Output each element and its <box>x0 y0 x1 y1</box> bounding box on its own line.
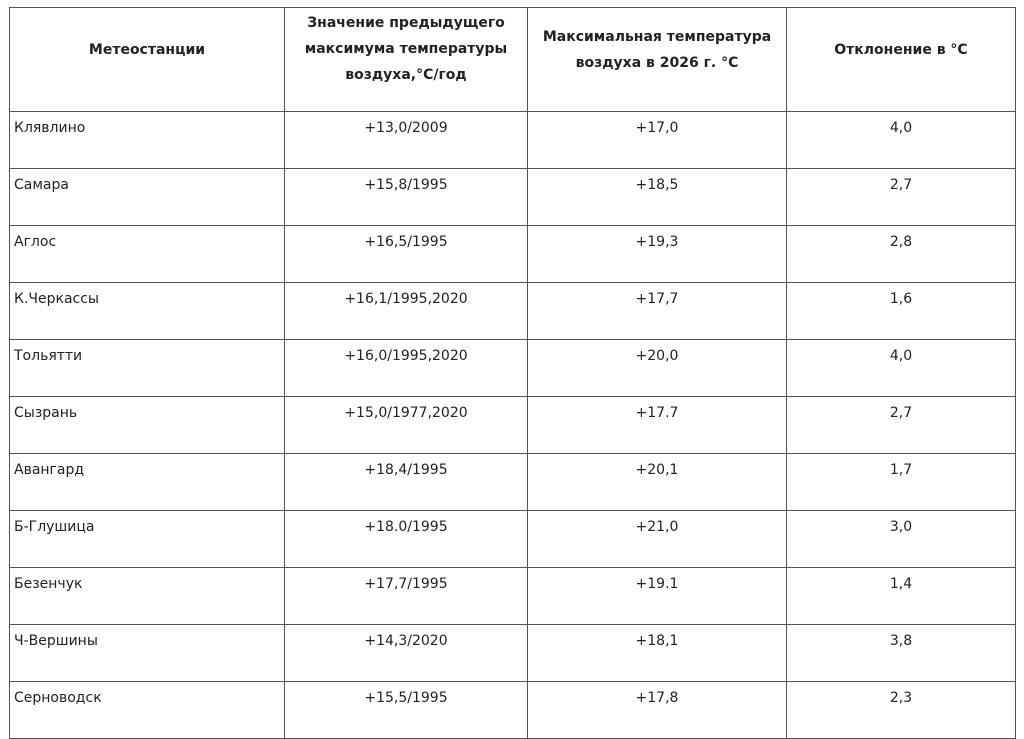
temperature-records-table <box>9 7 1016 739</box>
previous-max-value: +16,0/1995,2020 <box>285 340 528 397</box>
previous-max-value: +16,1/1995,2020 <box>285 283 528 340</box>
station-name: Авангард <box>10 454 285 511</box>
max-2026-value: +20,0 <box>528 340 787 397</box>
station-name: Ч-Вершины <box>10 625 285 682</box>
table-header-row <box>10 8 1016 112</box>
station-name: Клявлино <box>10 112 285 169</box>
header-max-2026: Максимальная температура воздуха в 2026 г. °С <box>528 8 787 112</box>
previous-max-value: +18.0/1995 <box>285 511 528 568</box>
table-row <box>10 112 1016 169</box>
table-row <box>10 682 1016 739</box>
previous-max-value: +16,5/1995 <box>285 226 528 283</box>
deviation-value: 3,0 <box>787 511 1016 568</box>
station-name: К.Черкассы <box>10 283 285 340</box>
station-name: Серноводск <box>10 682 285 739</box>
header-deviation: Отклонение в °С <box>787 8 1016 112</box>
table-row <box>10 511 1016 568</box>
deviation-value: 2,3 <box>787 682 1016 739</box>
deviation-value: 1,6 <box>787 283 1016 340</box>
max-2026-value: +18,5 <box>528 169 787 226</box>
table-row <box>10 283 1016 340</box>
previous-max-value: +14,3/2020 <box>285 625 528 682</box>
table-row <box>10 454 1016 511</box>
station-name: Безенчук <box>10 568 285 625</box>
previous-max-value: +18,4/1995 <box>285 454 528 511</box>
table-row <box>10 169 1016 226</box>
previous-max-value: +15,5/1995 <box>285 682 528 739</box>
header-stations: Метеостанции <box>10 8 285 112</box>
max-2026-value: +17,7 <box>528 283 787 340</box>
max-2026-value: +21,0 <box>528 511 787 568</box>
deviation-value: 2,8 <box>787 226 1016 283</box>
table-row <box>10 340 1016 397</box>
deviation-value: 3,8 <box>787 625 1016 682</box>
max-2026-value: +18,1 <box>528 625 787 682</box>
previous-max-value: +15,0/1977,2020 <box>285 397 528 454</box>
station-name: Тольятти <box>10 340 285 397</box>
deviation-value: 1,7 <box>787 454 1016 511</box>
max-2026-value: +17.7 <box>528 397 787 454</box>
station-name: Сызрань <box>10 397 285 454</box>
deviation-value: 4,0 <box>787 340 1016 397</box>
table-body <box>10 112 1016 739</box>
deviation-value: 2,7 <box>787 169 1016 226</box>
table-row <box>10 397 1016 454</box>
deviation-value: 4,0 <box>787 112 1016 169</box>
deviation-value: 1,4 <box>787 568 1016 625</box>
station-name: Аглос <box>10 226 285 283</box>
temperature-table-container <box>9 7 1015 739</box>
max-2026-value: +19,3 <box>528 226 787 283</box>
previous-max-value: +17,7/1995 <box>285 568 528 625</box>
table-row <box>10 568 1016 625</box>
station-name: Самара <box>10 169 285 226</box>
max-2026-value: +17,8 <box>528 682 787 739</box>
station-name: Б-Глушица <box>10 511 285 568</box>
max-2026-value: +17,0 <box>528 112 787 169</box>
max-2026-value: +20,1 <box>528 454 787 511</box>
previous-max-value: +13,0/2009 <box>285 112 528 169</box>
header-previous-max: Значение предыдущего максимума температуры воздуха,°С/год <box>285 8 528 112</box>
max-2026-value: +19.1 <box>528 568 787 625</box>
previous-max-value: +15,8/1995 <box>285 169 528 226</box>
table-row <box>10 226 1016 283</box>
deviation-value: 2,7 <box>787 397 1016 454</box>
table-row <box>10 625 1016 682</box>
